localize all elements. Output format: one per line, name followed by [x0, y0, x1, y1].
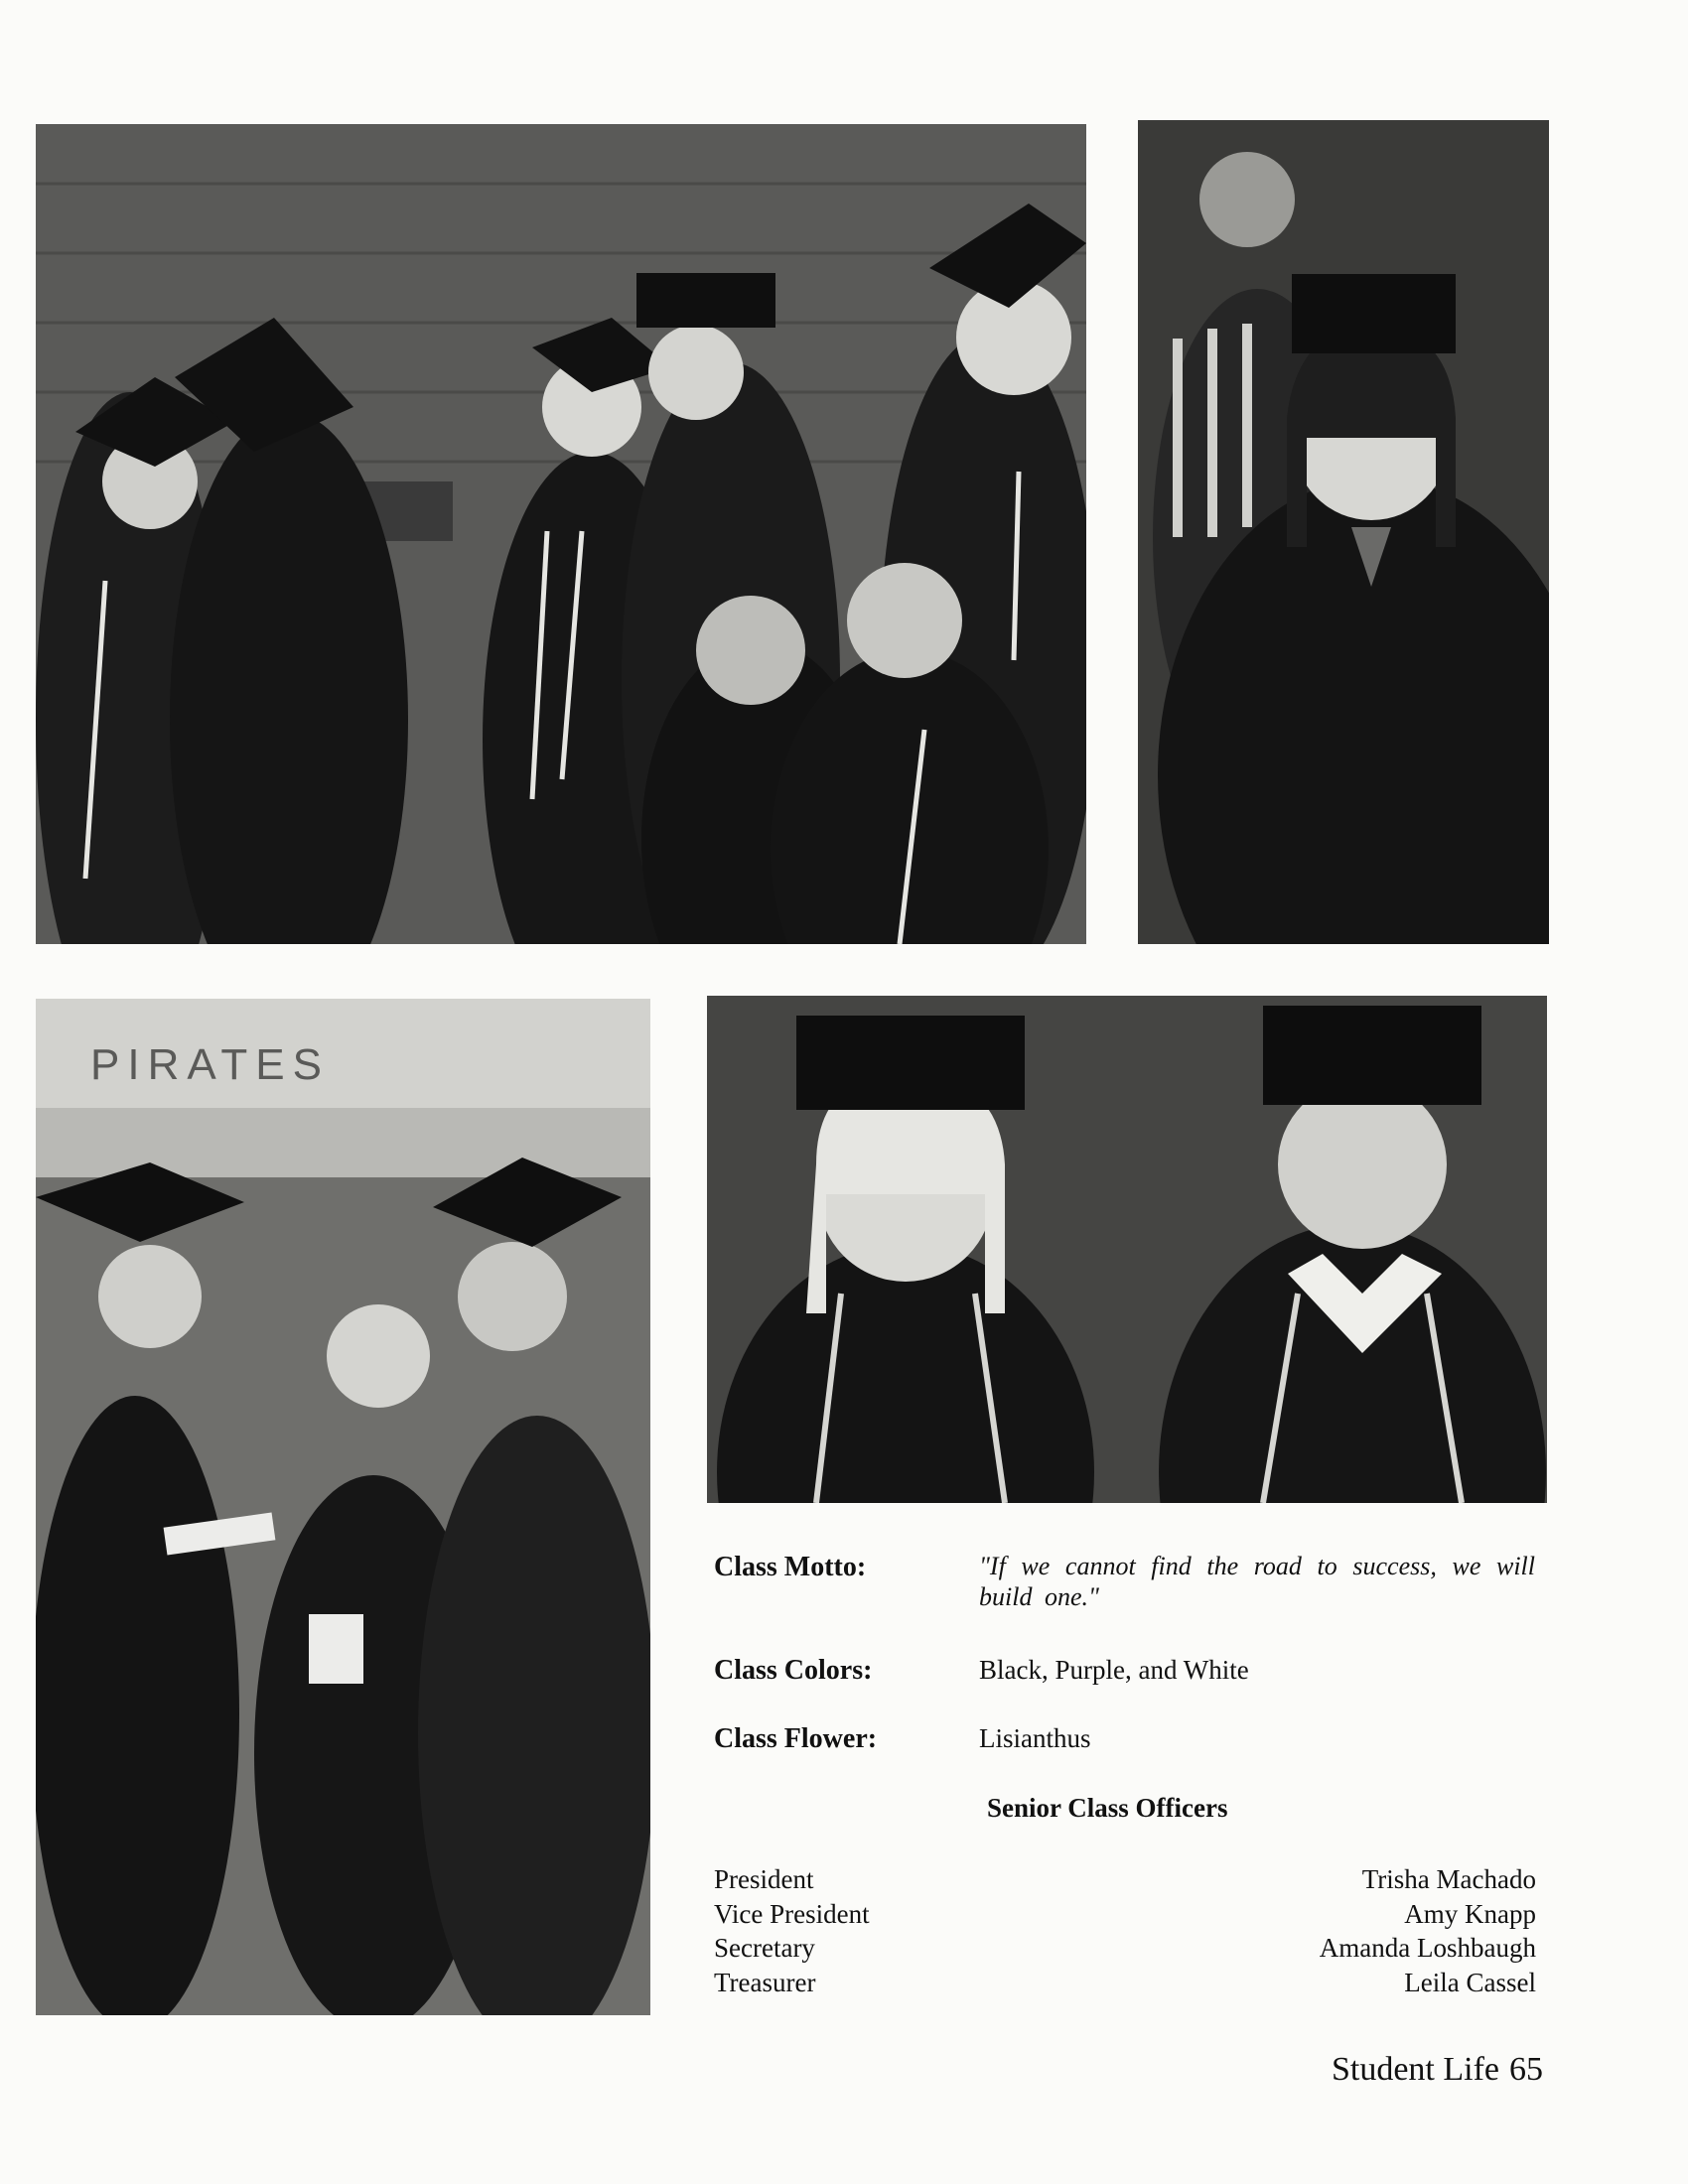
officer-title: Treasurer [714, 1967, 816, 1997]
class-flower-value: Lisianthus [979, 1723, 1091, 1753]
graduates-group-photo-image [36, 124, 1086, 944]
officer-name: Amanda Loshbaugh [1319, 1933, 1536, 1963]
officer-name: Leila Cassel [1404, 1967, 1536, 1997]
laughing-graduates-photo [707, 996, 1547, 1503]
officer-title: President [714, 1864, 814, 1894]
officer-title: Vice President [714, 1898, 870, 1929]
hallway-graduates-photo-image [36, 999, 650, 2015]
smiling-graduate-photo-image [1138, 120, 1549, 944]
hallway-graduates-photo [36, 999, 650, 2015]
footer-section: Student Life [1331, 2051, 1499, 2088]
laughing-graduates-photo-image [707, 996, 1547, 1503]
smiling-graduate-photo [1138, 120, 1549, 944]
officers-heading: Senior Class Officers [987, 1793, 1228, 1823]
class-motto-value: "If we cannot find the road to success, we will build one." [979, 1552, 1535, 1611]
officer-names-list [1320, 1862, 1536, 1999]
graduates-group-photo [36, 124, 1086, 944]
class-flower-label: Class Flower: [714, 1723, 878, 1754]
officer-name: Amy Knapp [1404, 1898, 1536, 1929]
class-colors-label: Class Colors: [714, 1655, 873, 1686]
class-colors-value: Black, Purple, and White [979, 1655, 1249, 1685]
officer-name: Trisha Machado [1361, 1864, 1536, 1894]
class-motto-label: Class Motto: [714, 1552, 867, 1582]
page-number: 65 [1509, 2051, 1543, 2088]
officer-titles-list [714, 1862, 870, 1999]
page-footer [1332, 2051, 1543, 2089]
officer-title: Secretary [714, 1933, 815, 1963]
pirates-sign: PIRATES [90, 1040, 331, 1089]
